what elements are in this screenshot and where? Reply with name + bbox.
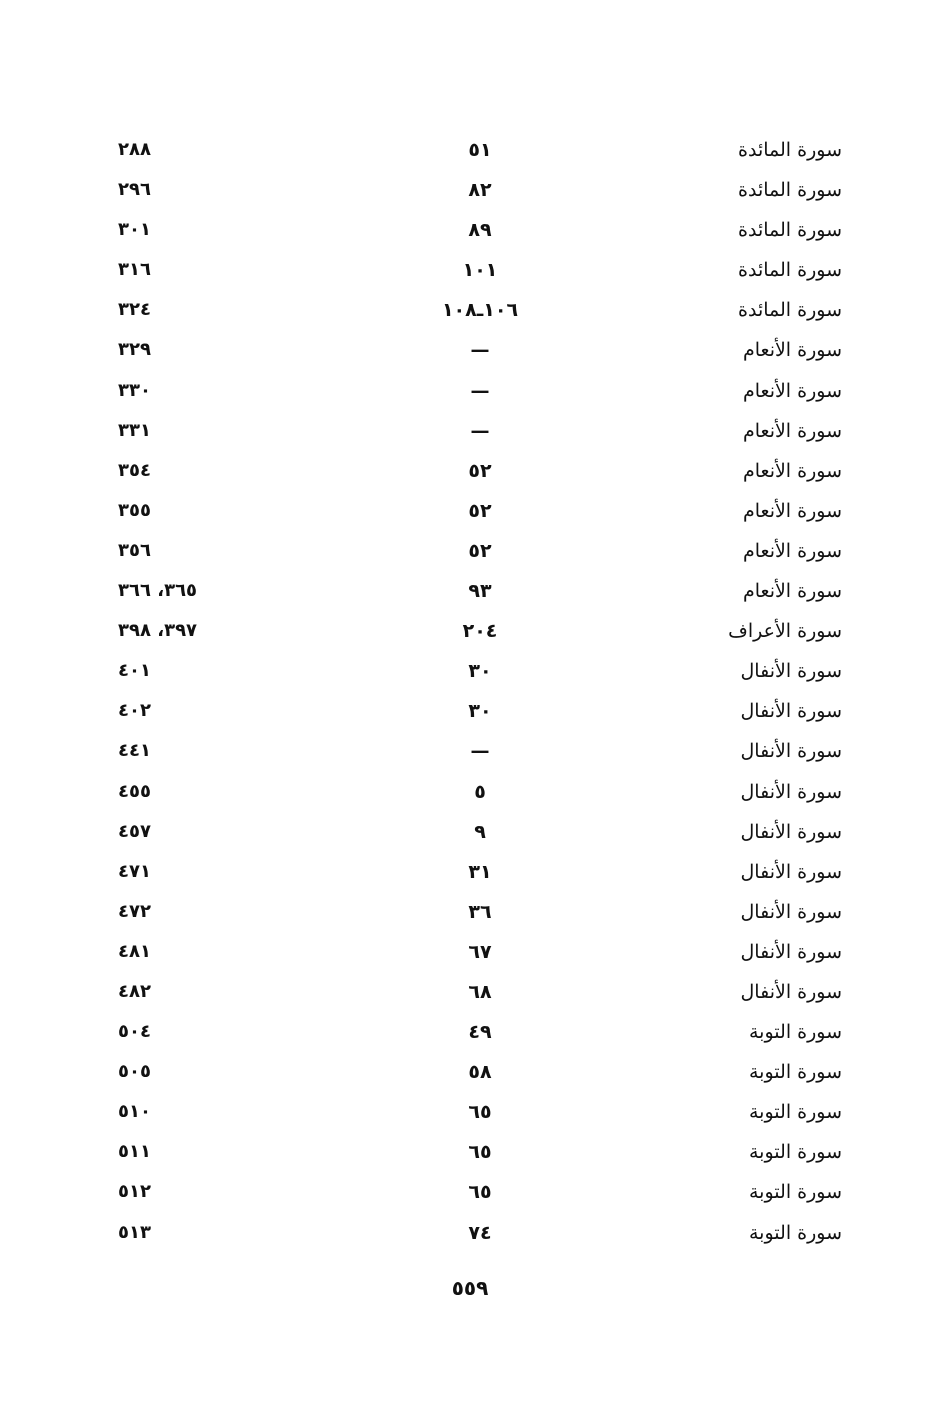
page-reference: ٥٠٤ [118,1021,151,1043]
verse-number: ٣٠ [468,660,492,683]
index-row [0,170,940,210]
verse-number: — [470,740,490,763]
index-row [0,1132,940,1172]
verse-number: ٨٢ [468,179,492,202]
page-reference: ٥١١ [118,1141,151,1163]
page-reference: ٣٣١ [118,419,151,441]
surah-name: سورة الأنعام [742,499,842,522]
index-row [0,1213,940,1253]
verse-number: ٣٠ [468,700,492,723]
index-row [0,611,940,651]
surah-name: سورة الأنعام [742,459,842,482]
surah-name: سورة الأنعام [742,339,842,362]
verse-number: ٥٢ [468,459,492,482]
verse-number: ٦٨ [468,980,492,1003]
verse-number: ٦٧ [468,940,492,963]
index-row [0,651,940,691]
verse-number: — [470,419,490,442]
page-reference: ٣٥٦ [118,539,151,561]
surah-name: سورة الأنفال [740,780,842,803]
verse-number: ٦٥ [468,1181,492,1204]
surah-name: سورة الأنفال [740,980,842,1003]
page-reference: ٤٧٢ [118,900,151,922]
index-row [0,1012,940,1052]
surah-name: سورة الأنفال [740,860,842,883]
verse-number: ٩٣ [468,580,492,603]
index-row [0,411,940,451]
surah-name: سورة الأنفال [740,940,842,963]
page-reference: ٣٢٩ [118,339,151,361]
index-row [0,852,940,892]
verse-number: ٤٩ [468,1021,492,1044]
surah-name: سورة التوبة [749,1221,842,1244]
verse-number: ٣٦ [468,900,492,923]
page-reference: ٤٥٥ [118,780,151,802]
page-reference: ٣٥٥ [118,499,151,521]
verse-number: ١٠١ [462,259,498,282]
surah-name: سورة المائدة [738,179,842,202]
index-row [0,130,940,170]
page-number: ٥٥٩ [451,1276,489,1300]
page-reference: ٤٥٧ [118,820,151,842]
surah-name: سورة التوبة [749,1021,842,1044]
index-row [0,531,940,571]
verse-number: ٥٢ [468,539,492,562]
surah-name: سورة المائدة [738,139,842,161]
surah-name: سورة الأنعام [742,379,842,402]
surah-name: سورة الأنعام [742,580,842,603]
index-row [0,1172,940,1212]
page-reference: ٢٩٦ [118,179,151,201]
verse-number: ٥١ [468,139,492,161]
page-reference: ٣٩٧، ٣٩٨ [118,620,198,642]
page-reference: ٣٠١ [118,219,151,241]
surah-name: سورة الأنعام [742,539,842,562]
surah-name: سورة المائدة [738,219,842,242]
surah-name: سورة الأنفال [740,740,842,763]
page-reference: ٥١٢ [118,1181,151,1203]
index-row [0,571,940,611]
surah-name: سورة الأنفال [740,700,842,723]
verse-number: ٩ [474,820,486,843]
index-row [0,932,940,972]
index-row [0,691,940,731]
verse-number: ٥٢ [468,499,492,522]
verse-number: ١٠٦ـ١٠٨ [441,299,519,322]
surah-name: سورة الأعراف [728,620,842,643]
surah-name: سورة التوبة [749,1101,842,1124]
verse-number: — [470,339,490,362]
index-row [0,290,940,330]
index-row [0,731,940,771]
verse-number: — [470,379,490,402]
page-reference: ٣٢٤ [118,299,151,321]
page-reference: ٢٨٨ [118,139,151,160]
page-reference: ٣٦٥، ٣٦٦ [118,580,198,602]
page-reference: ٤٨١ [118,940,151,962]
page-reference: ٥١٣ [118,1221,151,1243]
page-reference: ٤٠١ [118,660,151,682]
page-reference: ٤٠٢ [118,700,151,722]
surah-name: سورة المائدة [738,299,842,322]
index-row [0,451,940,491]
verse-number: ٥ [474,780,486,803]
surah-name: سورة التوبة [749,1181,842,1204]
index-row [0,491,940,531]
page-reference: ٤٧١ [118,860,151,882]
page-reference: ٤٨٢ [118,980,151,1002]
index-row [0,812,940,852]
surah-name: سورة الأنفال [740,900,842,923]
index-row [0,371,940,411]
page-reference: ٤٤١ [118,740,151,762]
page-reference: ٣٣٠ [118,379,151,401]
verse-number: ٥٨ [468,1061,492,1084]
verse-index-table [0,130,940,1253]
index-row [0,1052,940,1092]
index-row [0,972,940,1012]
surah-name: سورة التوبة [749,1061,842,1084]
surah-name: سورة الأنفال [740,660,842,683]
surah-name: سورة المائدة [738,259,842,282]
surah-name: سورة الأنعام [742,419,842,442]
verse-number: ٣١ [468,860,492,883]
page-reference: ٥١٠ [118,1101,151,1123]
page-reference: ٣٥٤ [118,459,151,481]
index-row [0,1092,940,1132]
verse-number: ٨٩ [468,219,492,242]
verse-number: ٧٤ [468,1221,492,1244]
surah-name: سورة التوبة [749,1141,842,1164]
index-row [0,330,940,370]
verse-number: ٦٥ [468,1101,492,1124]
page-reference: ٣١٦ [118,259,151,281]
index-row [0,892,940,932]
verse-number: ٢٠٤ [462,620,498,643]
verse-number: ٦٥ [468,1141,492,1164]
index-row [0,250,940,290]
surah-name: سورة الأنفال [740,820,842,843]
page-reference: ٥٠٥ [118,1061,151,1083]
index-row [0,772,940,812]
index-row [0,210,940,250]
